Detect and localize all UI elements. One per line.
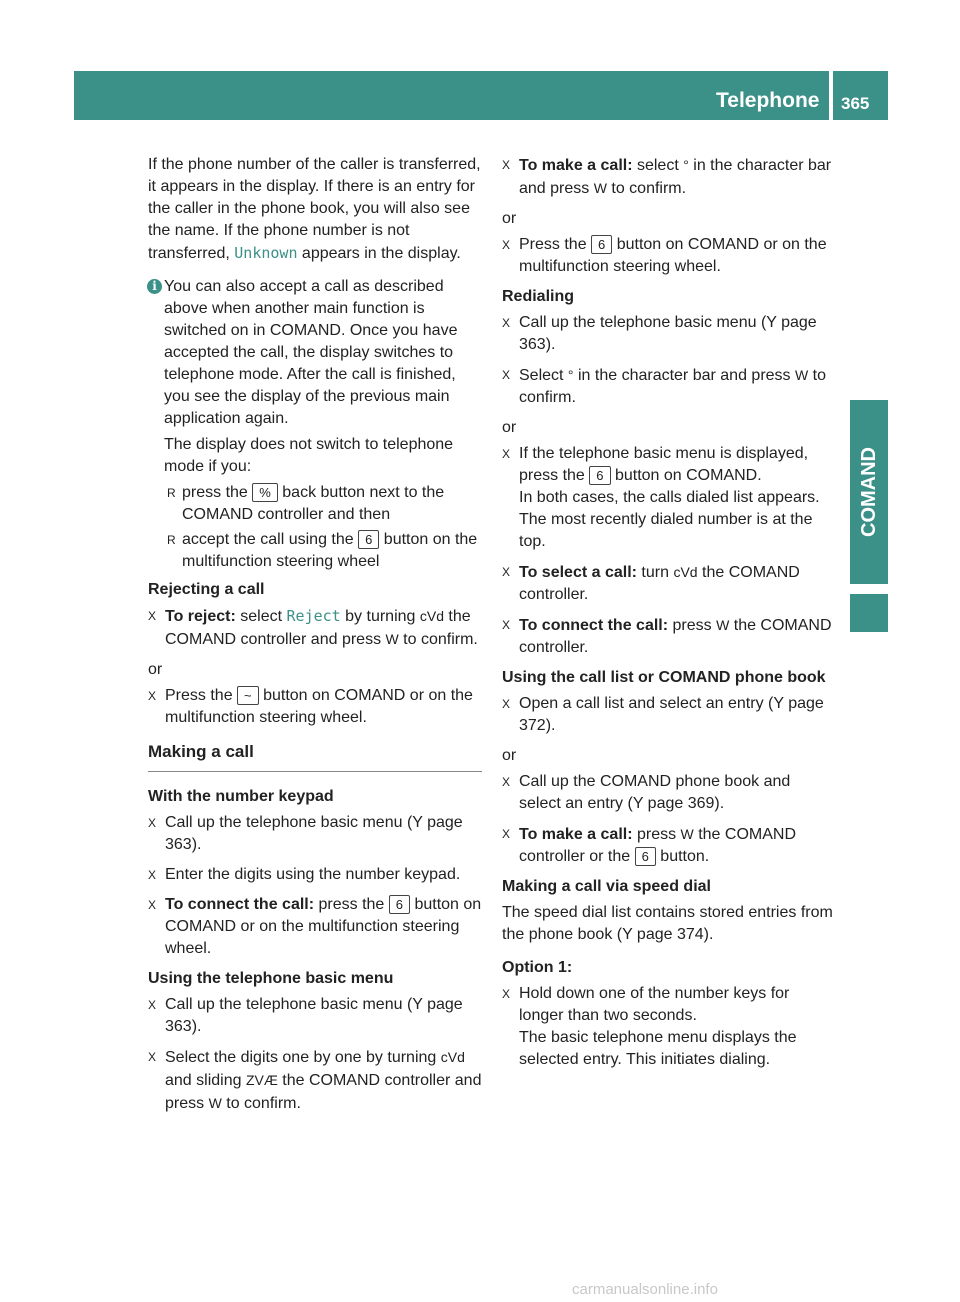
step: X Press the 6 button on COMAND or on the multifunction steering wheel.	[502, 236, 827, 275]
step: X Select the digits one by one by turning cVd and sliding ZVÆ the COMAND controller and press W to confirm.	[148, 1046, 482, 1115]
phone-key-icon: 6	[589, 466, 610, 485]
step: X To select a call: turn cVd the COMAND controller.	[502, 561, 836, 606]
press-controller-icon: W	[385, 631, 399, 647]
basic-menu-heading: Using the telephone basic menu	[148, 970, 394, 987]
phone-key-icon: 6	[389, 895, 410, 914]
rejecting-heading: Rejecting a call	[148, 581, 265, 598]
step-arrow-icon: X	[502, 447, 511, 461]
phone-symbol-icon: °	[683, 157, 689, 173]
step-arrow-icon: X	[502, 618, 511, 632]
or-text: or	[502, 747, 517, 764]
speed-dial-paragraph: The speed dial list contains stored entries from the phone book (Y page 374).	[502, 904, 833, 943]
or-text: or	[148, 661, 163, 678]
side-block	[850, 594, 888, 632]
step: X Enter the digits using the number keypad.	[148, 864, 482, 886]
redialing-heading: Redialing	[502, 288, 575, 305]
step-arrow-icon: X	[148, 816, 157, 830]
keypad-heading: With the number keypad	[148, 788, 334, 805]
page-ref-icon: (Y	[760, 314, 777, 331]
turn-controller-icon: cVd	[419, 608, 444, 624]
phone-key-icon: 6	[635, 847, 656, 866]
step-arrow-icon: X	[148, 868, 157, 882]
header-separator	[829, 71, 833, 120]
or-text: or	[502, 210, 517, 227]
reject-display-text: Reject	[286, 607, 341, 625]
step: X To reject: select Reject by turning cVd the COMAND controller and press W to confirm.	[148, 607, 478, 648]
page-ref-icon: (Y	[768, 695, 784, 712]
info-note	[148, 276, 482, 573]
step: X Call up the telephone basic menu (Y page 363).	[148, 814, 463, 853]
step-arrow-icon: X	[502, 697, 511, 711]
step-arrow-icon: X	[502, 565, 511, 579]
step: X Call up the telephone basic menu (Y page 363).	[148, 996, 463, 1035]
step-arrow-icon: X	[502, 238, 511, 252]
step: X Select ° in the character bar and press W to confirm.	[502, 364, 836, 409]
step: X Open a call list and select an entry (Y page 372).	[502, 695, 824, 734]
list-item: R accept the call using the 6 button on the multifunction steering wheel	[164, 529, 482, 573]
step-arrow-icon: X	[502, 368, 511, 382]
call-list-heading: Using the call list or COMAND phone book	[502, 669, 826, 686]
phone-symbol-icon: °	[567, 367, 574, 383]
side-tab-label: COMAND	[858, 447, 880, 537]
page-ref-icon: (Y	[627, 795, 644, 812]
step-arrow-icon: X	[148, 998, 157, 1012]
page-ref-icon: (Y	[406, 996, 423, 1013]
page-number: 365	[841, 94, 870, 113]
making-call-heading: Making a call	[148, 741, 482, 772]
option-heading: Option 1:	[502, 959, 573, 976]
page-ref-icon: (Y	[406, 814, 423, 831]
step: X To make a call: press W the COMAND controller or the 6 button.	[502, 823, 836, 868]
step-arrow-icon: X	[502, 316, 511, 330]
step: X To make a call: select ° in the character bar and press W to confirm.	[502, 154, 836, 200]
phone-key-icon: 6	[358, 530, 379, 549]
step-arrow-icon: X	[148, 898, 157, 912]
info-paragraph: The display does not switch to telephone mode if you:	[164, 436, 454, 475]
step: X To connect the call: press W the COMAND controller.	[502, 614, 836, 659]
step-arrow-icon: X	[502, 827, 511, 841]
step: X If the telephone basic menu is displayed, press the 6 button on COMAND. In both cases, the calls dialed list appears. The most recently dialed number is at the top.	[502, 445, 820, 550]
page-title: Telephone	[716, 89, 820, 112]
step: X Call up the COMAND phone book and select an entry (Y page 369).	[502, 773, 791, 812]
press-controller-icon: W	[794, 367, 809, 383]
watermark: carmanualsonline.info	[572, 1281, 718, 1298]
step: X Press the ~ button on COMAND or on the multifunction steering wheel.	[148, 687, 473, 726]
intro-paragraph: If the phone number of the caller is transferred, it appears in the display. If there is an entry for the caller in the phone book, you will also see the name. If the phone number is not transferred, Unknown appears in the display.	[148, 156, 481, 262]
turn-controller-icon: cVd	[673, 564, 698, 580]
right-column	[502, 154, 836, 1079]
back-key-icon: %	[252, 483, 278, 502]
press-controller-icon: W	[208, 1095, 222, 1111]
step: X Hold down one of the number keys for longer than two seconds. The basic telephone menu displays the selected entry. This initiates dialing.	[502, 985, 797, 1068]
step-arrow-icon: X	[502, 775, 511, 789]
step-arrow-icon: X	[148, 609, 157, 623]
step-arrow-icon: X	[148, 689, 157, 703]
list-item: R press the % back button next to the COMAND controller and then	[164, 482, 482, 526]
end-call-key-icon: ~	[237, 686, 259, 705]
slide-controller-icon: ZVÆ	[245, 1072, 278, 1088]
phone-key-icon: 6	[591, 235, 612, 254]
press-controller-icon: W	[716, 617, 730, 633]
step: X Call up the telephone basic menu (Y page 363).	[502, 314, 817, 353]
or-text: or	[502, 419, 517, 436]
step-arrow-icon: X	[502, 158, 511, 172]
info-paragraph: You can also accept a call as described above when another main function is switched on in COMAND. Once you have accepted the call, the display switches to telephone mode. After the call is finished, you see the display of the previous main application again.	[164, 278, 458, 427]
unknown-display-text: Unknown	[234, 244, 298, 262]
step-arrow-icon: X	[148, 1050, 157, 1064]
press-controller-icon: W	[593, 180, 607, 196]
info-icon: i	[147, 279, 162, 294]
turn-controller-icon: cVd	[440, 1049, 465, 1065]
step-arrow-icon: X	[502, 987, 511, 1001]
step: X To connect the call: press the 6 button on COMAND or on the multifunction steering wheel.	[148, 896, 482, 957]
page-ref-icon: (Y	[616, 926, 633, 943]
left-column	[148, 154, 482, 1123]
speed-dial-heading: Making a call via speed dial	[502, 878, 711, 895]
press-controller-icon: W	[680, 826, 694, 842]
